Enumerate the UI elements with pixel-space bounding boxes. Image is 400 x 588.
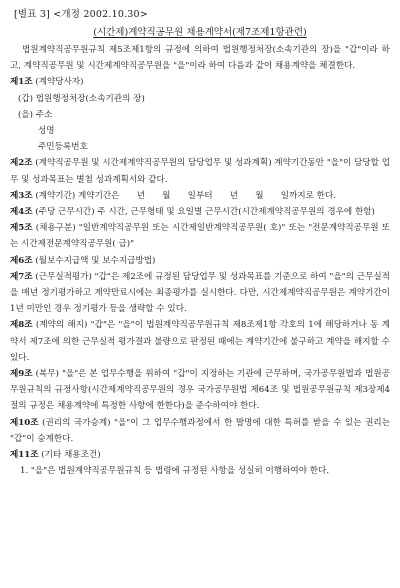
- article-3-number: 제3조: [10, 190, 33, 201]
- article-4-text: (주당 근무시간) 주 시간, 근무형태 및 요일별 근무시간(시간제계약직공무원의 경우에 한함): [32, 207, 375, 218]
- article-4: [10, 204, 390, 220]
- article-7-text: (근무실적평가) "갑"은 제2조에 규정된 담당업무 및 성과목표를 기준으로 하여 "을"의 근무실적을 매년 정기평가하고 계약만료시에는 최종평가를 실시한다. 다만, 시간제계약직공무원은 계약기간이 1년 미만인 경우 정기평가 등을 생략할 수 있다.: [10, 271, 390, 315]
- intro-paragraph: 법원계약직공무원규칙 제5조제1항의 규정에 의하여 법원행정처장(소속기관의 장)을 "갑"이라 하고, 계약직공무원 및 시간제계약직공무원을 "을"이라 하여 다음과 같이 채용계약을 체결한다.: [10, 45, 390, 72]
- article-11-text: (기타 채용조건): [38, 450, 101, 461]
- article-5-text: (채용구분) "일반계약직공무원 또는 시간제일반계약직공무원( 호)" 또는 "전문계약직공무원 또는 시간제전문계약직공무원( 급)": [10, 223, 390, 250]
- article-1: [10, 74, 390, 90]
- annex-header: [별표 3] <개정 2002.10.30>: [14, 9, 148, 20]
- article-1-name: 성명: [38, 126, 55, 137]
- article-3: [10, 188, 390, 204]
- article-10-text: (권리의 국가승계) "을"이 그 업무수행과정에서 한 발명에 대한 특허를 받을 수 있는 권리는 "갑"이 승계한다.: [10, 417, 390, 444]
- article-2-text: (계약직공무원 및 시간제계약직공무원의 담당업무 및 성과계획) 계약기간동안 "을"이 담당할 업무 및 성과목표는 별첨 성과계획서와 같다.: [10, 158, 390, 185]
- article-1-text: (계약당사자): [32, 77, 84, 88]
- article-8: [10, 317, 390, 366]
- article-6: [10, 253, 390, 269]
- document-title-text: (시간제)계약직공무원 채용계약서(제7조제1항관련): [93, 27, 307, 38]
- article-7: [10, 269, 390, 318]
- article-9-number: 제9조: [10, 369, 33, 380]
- article-10: [10, 415, 390, 447]
- document-title: [10, 26, 390, 39]
- article-9-text: (복무) "을"은 본 업무수행을 위하여 "갑"이 지정하는 기관에 근무하며, 국가공무원법과 법원공무원규칙의 규정사항(시간제계약직공무원의 경우 국가공무원법 제64조 및 법원공무원규칙 제3장제4절의 규정은 채용계약에 특정한 사항에 한한다)을 준수하여야 한다.: [10, 369, 390, 412]
- article-1-party-eul: (을) 주소: [18, 109, 53, 120]
- article-7-number: 제7조: [10, 271, 33, 282]
- article-9: [10, 366, 390, 415]
- article-6-text: (월보수지급액 및 보수지급방법): [32, 255, 156, 266]
- article-8-text: (계약의 해지) "갑"은 "을"이 법원계약직공무원규칙 제8조제1항 각호의 1에 해당하거나 동 계약서 제7조에 의한 근무실적 평가결과 불량으로 판정된 때에는 계약기간에 불구하고 계약을 해지할 수 있다.: [10, 320, 390, 363]
- article-1-number: 제1조: [10, 77, 33, 88]
- article-11-number: 제11조: [10, 450, 39, 461]
- article-6-number: 제6조: [10, 255, 33, 266]
- article-5: [10, 220, 390, 252]
- article-2-number: 제2조: [10, 158, 33, 169]
- article-2: [10, 155, 390, 187]
- article-8-number: 제8조: [10, 320, 33, 331]
- article-11: [10, 447, 390, 463]
- article-1-id-number: 주민등록번호: [38, 142, 88, 153]
- article-3-text: (계약기간) 계약기간은 년 월 일부터 년 월 일까지로 한다.: [32, 190, 336, 201]
- article-1-party-gap: (갑) 법원행정처장(소속기관의 장): [18, 93, 145, 104]
- article-11-item-1: 1. "을"은 법원계약직공무원규칙 등 법령에 규정된 사항을 성실히 이행하여야 한다.: [20, 466, 330, 477]
- article-4-number: 제4조: [10, 207, 33, 218]
- article-10-number: 제10조: [10, 417, 39, 428]
- article-5-number: 제5조: [10, 223, 33, 234]
